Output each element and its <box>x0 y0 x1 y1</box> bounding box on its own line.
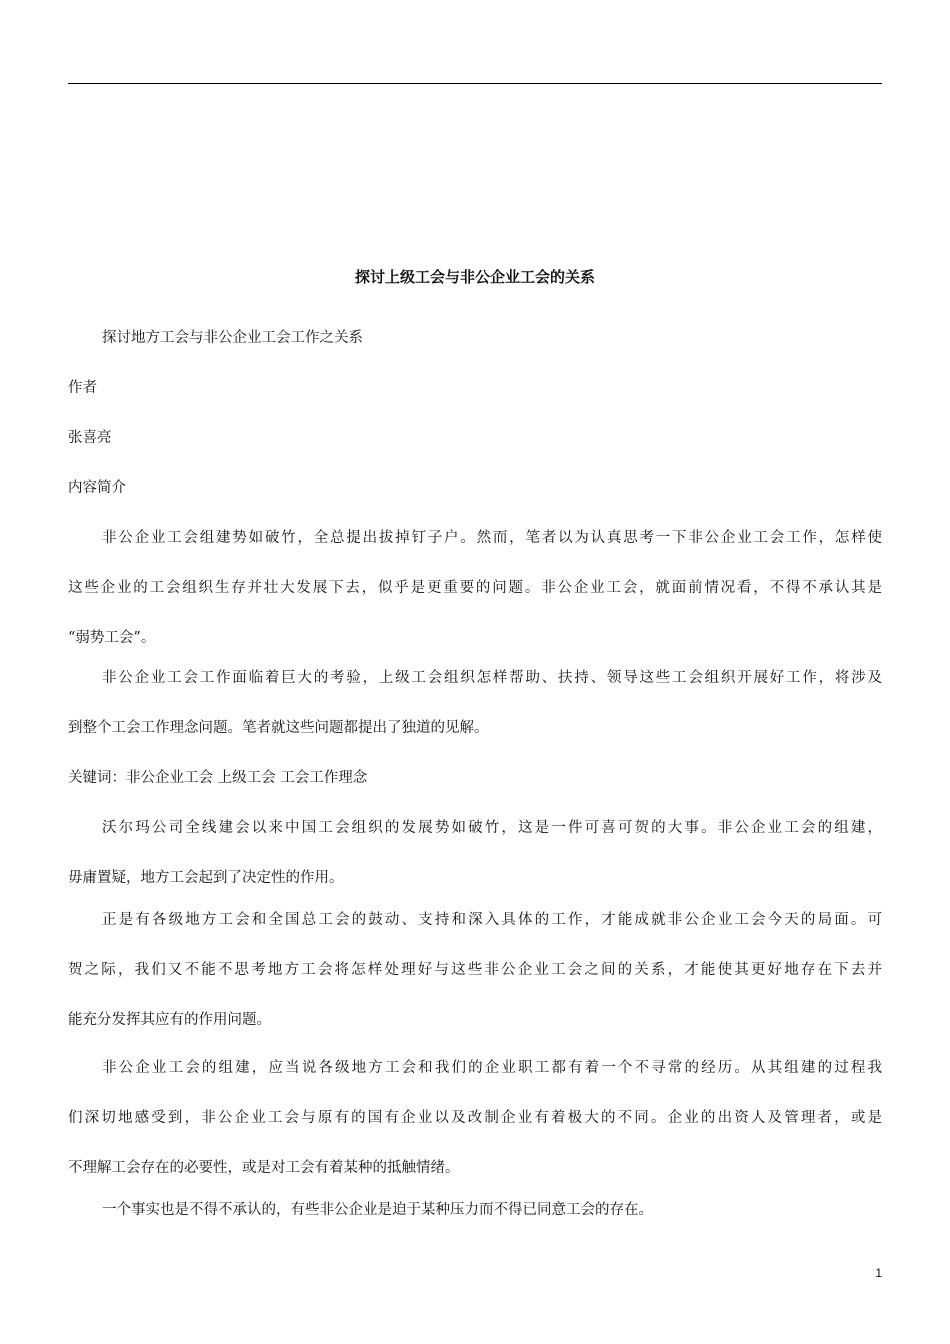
paragraph-line: 贺之际，我们又不能不思考地方工会将怎样处理好与这些非公企业工会之间的关系，才能使其更好地存在下去并 <box>68 962 882 978</box>
paragraph-line: 毋庸置疑，地方工会起到了决定性的作用。 <box>68 870 344 886</box>
paragraph-line: 们深切地感受到，非公企业工会与原有的国有企业以及改制企业有着极大的不同。企业的出资人及管理者，或是 <box>68 1110 882 1126</box>
keywords-line: 关键词：非公企业工会 上级工会 工会工作理念 <box>68 770 368 786</box>
summary-label: 内容简介 <box>68 480 126 496</box>
header-rule <box>68 83 882 84</box>
paragraph-line: 到整个工会工作理念问题。笔者就这些问题都提出了独道的见解。 <box>68 720 489 736</box>
paragraph-line: 不理解工会存在的必要性，或是对工会有着某种的抵触情绪。 <box>68 1160 460 1176</box>
paragraph-line: 沃尔玛公司全线建会以来中国工会组织的发展势如破竹，这是一件可喜可贺的大事。非公企业工会的组建， <box>102 820 882 836</box>
page-number: 1 <box>875 1266 882 1280</box>
author-name: 张喜亮 <box>68 430 112 446</box>
paragraph-line: 非公企业工会组建势如破竹，全总提出拔掉钉子户。然而，笔者以为认真思考一下非公企业工会工作，怎样使 <box>102 530 882 546</box>
paragraph-line: 一个事实也是不得不承认的，有些非公企业是迫于某种压力而不得已同意工会的存在。 <box>102 1202 653 1218</box>
paragraph-line: 能充分发挥其应有的作用问题。 <box>68 1012 271 1028</box>
subtitle: 探讨地方工会与非公企业工会工作之关系 <box>102 330 363 346</box>
paragraph-line: 非公企业工会工作面临着巨大的考验，上级工会组织怎样帮助、扶持、领导这些工会组织开展好工作，将涉及 <box>102 670 882 686</box>
author-label: 作者 <box>68 380 97 396</box>
paragraph-line: “弱势工会”。 <box>68 630 156 646</box>
paragraph-line: 正是有各级地方工会和全国总工会的鼓动、支持和深入具体的工作，才能成就非公企业工会今天的局面。可 <box>102 912 882 928</box>
paragraph-line: 非公企业工会的组建，应当说各级地方工会和我们的企业职工都有着一个不寻常的经历。从其组建的过程我 <box>102 1060 882 1076</box>
paragraph-line: 这些企业的工会组织生存并壮大发展下去，似乎是更重要的问题。非公企业工会，就面前情况看，不得不承认其是 <box>68 580 882 596</box>
document-title: 探讨上级工会与非公企业工会的关系 <box>354 268 595 286</box>
